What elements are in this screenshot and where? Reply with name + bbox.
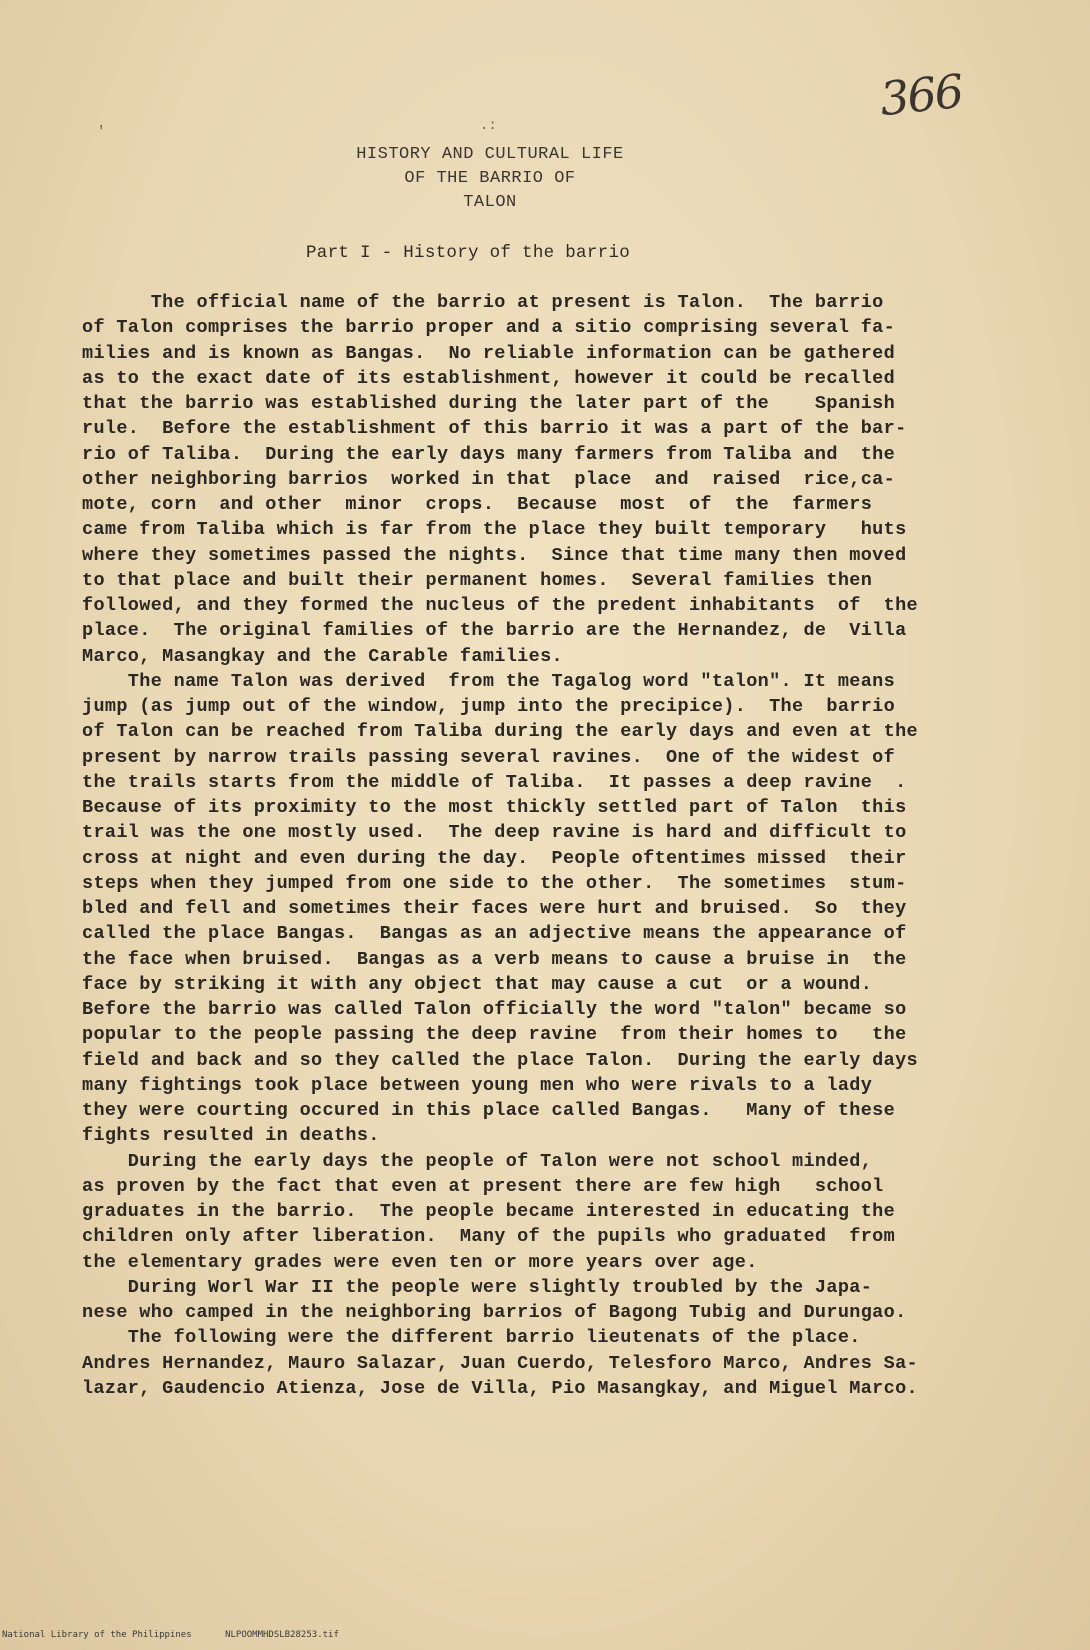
body-line: jump (as jump out of the window, jump into the precipice). The barrio: [82, 696, 896, 717]
body-line: called the place Bangas. Bangas as an adjective means the appearance of: [82, 923, 907, 945]
body-line: they were courting occured in this place called Bangas. Many of these: [82, 1100, 896, 1121]
body-text: [82, 290, 1022, 1401]
part-heading: Part I - History of the barrio: [306, 243, 631, 263]
body-line: bled and fell and sometimes their faces were hurt and bruised. So they: [82, 898, 907, 919]
body-line: the face when bruised. Bangas as a verb means to cause a bruise in the: [82, 948, 907, 970]
body-line: face by striking it with any object that may cause a cut or a wound.: [82, 973, 873, 995]
body-line: cross at night and even during the day. People oftentimes missed their: [82, 847, 907, 869]
body-line: fights resulted in deaths.: [82, 1125, 380, 1147]
body-line: Before the barrio was called Talon officially the word "talon" became so: [82, 999, 907, 1020]
body-line: The official name of the barrio at present is Talon. The barrio: [82, 292, 884, 313]
footer-filename: NLPOOMMHDSLB28253.tif: [225, 1630, 339, 1640]
body-line: During Worl War II the people were slightly troubled by the Japa-: [82, 1276, 873, 1298]
body-line: to that place and built their permanent homes. Several families then: [82, 569, 873, 591]
body-line: the trails starts from the middle of Taliba. It passes a deep ravine .: [82, 771, 907, 793]
body-line: Andres Hernandez, Mauro Salazar, Juan Cuerdo, Telesforo Marco, Andres Sa-: [82, 1352, 918, 1374]
body-line: The following were the different barrio lieutenats of the place.: [82, 1327, 861, 1349]
body-line: Marco, Masangkay and the Carable families.: [82, 645, 563, 667]
body-line: present by narrow trails passing several ravines. One of the widest of: [82, 746, 896, 768]
scan-footer: [2, 1630, 1088, 1640]
body-line: popular to the people passing the deep ravine from their homes to the: [82, 1024, 907, 1046]
title-line-3: TALON: [463, 193, 517, 212]
body-line: rule. Before the establishment of this barrio it was a part of the bar-: [82, 418, 907, 440]
body-line: place. The original families of the barrio are the Hernandez, de Villa: [82, 620, 907, 642]
body-line: The name Talon was derived from the Tagalog word "talon". It means: [82, 670, 896, 692]
body-line: nese who camped in the neighboring barrios of Bagong Tubig and Durungao.: [82, 1302, 907, 1323]
body-line: milies and is known as Bangas. No reliable information can be gathered: [82, 342, 896, 364]
body-line: field and back and so they called the place Talon. During the early days: [82, 1049, 918, 1071]
body-line: mote, corn and other minor crops. Because most of the farmers: [82, 494, 873, 515]
body-line: steps when they jumped from one side to the other. The sometimes stum-: [82, 872, 907, 894]
title-line-1: HISTORY AND CULTURAL LIFE: [356, 145, 624, 164]
body-line: as to the exact date of its establishment, however it could be recalled: [82, 367, 896, 389]
body-line: lazar, Gaudencio Atienza, Jose de Villa, Pio Masangkay, and Miguel Marco.: [82, 1377, 918, 1399]
body-line: the elementary grades were even ten or more years over age.: [82, 1251, 758, 1273]
body-line: rio of Taliba. During the early days many farmers from Taliba and the: [82, 443, 896, 465]
body-line: many fightings took place between young men who were rivals to a lady: [82, 1074, 873, 1096]
body-line: During the early days the people of Talon were not school minded,: [82, 1150, 873, 1172]
body-line: of Talon can be reached from Taliba during the early days and even at the: [82, 721, 918, 743]
body-line: graduates in the barrio. The people became interested in educating the: [82, 1201, 896, 1222]
body-line: trail was the one mostly used. The deep ravine is hard and difficult to: [82, 822, 907, 844]
title-line-2: OF THE BARRIO OF: [404, 169, 576, 188]
document-title: [300, 143, 680, 215]
body-line: that the barrio was established during the later part of the Spanish: [82, 393, 896, 414]
body-line: other neighboring barrios worked in that place and raised rice,ca-: [82, 468, 896, 490]
body-line: children only after liberation. Many of the pupils who graduated from: [82, 1226, 896, 1248]
body-line: followed, and they formed the nucleus of the predent inhabitants of the: [82, 595, 918, 616]
body-line: came from Taliba which is far from the place they built temporary huts: [82, 519, 907, 541]
body-line: as proven by the fact that even at present there are few high school: [82, 1175, 884, 1197]
handwritten-page-number: 366: [877, 63, 965, 127]
footer-library: National Library of the Philippines: [2, 1630, 192, 1640]
typewriter-mark: .:: [480, 118, 497, 134]
body-line: of Talon comprises the barrio proper and a sitio comprising several fa-: [82, 317, 896, 339]
margin-mark: ': [97, 124, 106, 140]
body-line: Because of its proximity to the most thickly settled part of Talon this: [82, 797, 907, 818]
body-line: where they sometimes passed the nights. Since that time many then moved: [82, 544, 907, 566]
